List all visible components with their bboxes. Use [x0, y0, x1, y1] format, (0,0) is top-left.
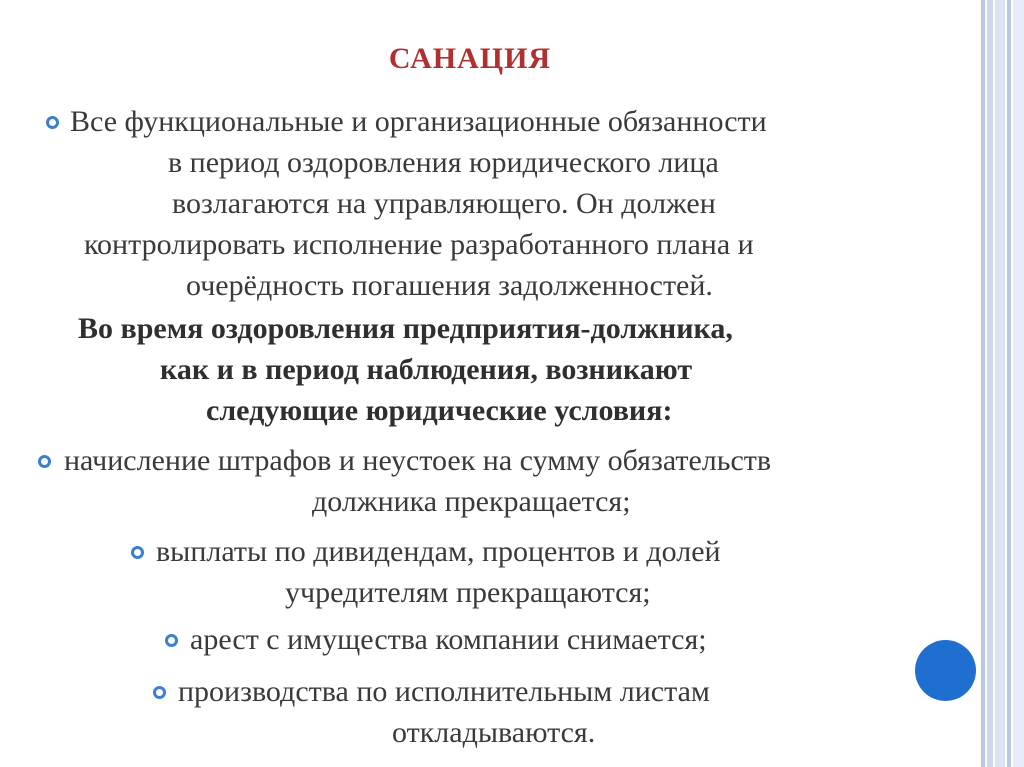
paragraph-line: очерёдность погашения задолженностей.	[186, 269, 713, 302]
bold-line: следующие юридические условия:	[206, 394, 673, 427]
list-item-line: учредителям прекращаются;	[285, 576, 651, 609]
bold-line: Во время оздоровления предприятия-должника,	[78, 312, 733, 345]
list-item-line: должника прекращается;	[312, 485, 631, 518]
ring-bullet-icon	[38, 455, 51, 468]
decorative-stripe	[1007, 0, 1011, 767]
ring-bullet-icon	[165, 634, 178, 647]
bold-line: как и в период наблюдения, возникают	[160, 353, 693, 386]
decorative-stripe	[981, 0, 985, 767]
decorative-stripe	[987, 0, 993, 767]
list-item-line: начисление штрафов и неустоек на сумму обязательств	[64, 444, 772, 477]
decorative-stripe	[995, 0, 1005, 767]
ring-bullet-icon	[153, 686, 166, 699]
paragraph-line: контролировать исполнение разработанного плана и	[84, 228, 754, 261]
blue-circle-decoration	[915, 640, 976, 701]
list-item-line: выплаты по дивидендам, процентов и долей	[156, 535, 721, 568]
ring-bullet-icon	[46, 116, 59, 129]
decorative-stripe	[1013, 0, 1024, 767]
paragraph-line: возлагаются на управляющего. Он должен	[172, 187, 716, 220]
list-item-line: откладываются.	[392, 716, 596, 749]
paragraph-line: Все функциональные и организационные обязанности	[70, 105, 767, 138]
paragraph-line: в период оздоровления юридического лица	[168, 146, 719, 179]
slide-title: САНАЦИЯ	[388, 42, 552, 75]
ring-bullet-icon	[131, 546, 144, 559]
list-item-line: производства по исполнительным листам	[178, 675, 710, 708]
list-item-line: арест с имущества компании снимается;	[190, 623, 707, 656]
